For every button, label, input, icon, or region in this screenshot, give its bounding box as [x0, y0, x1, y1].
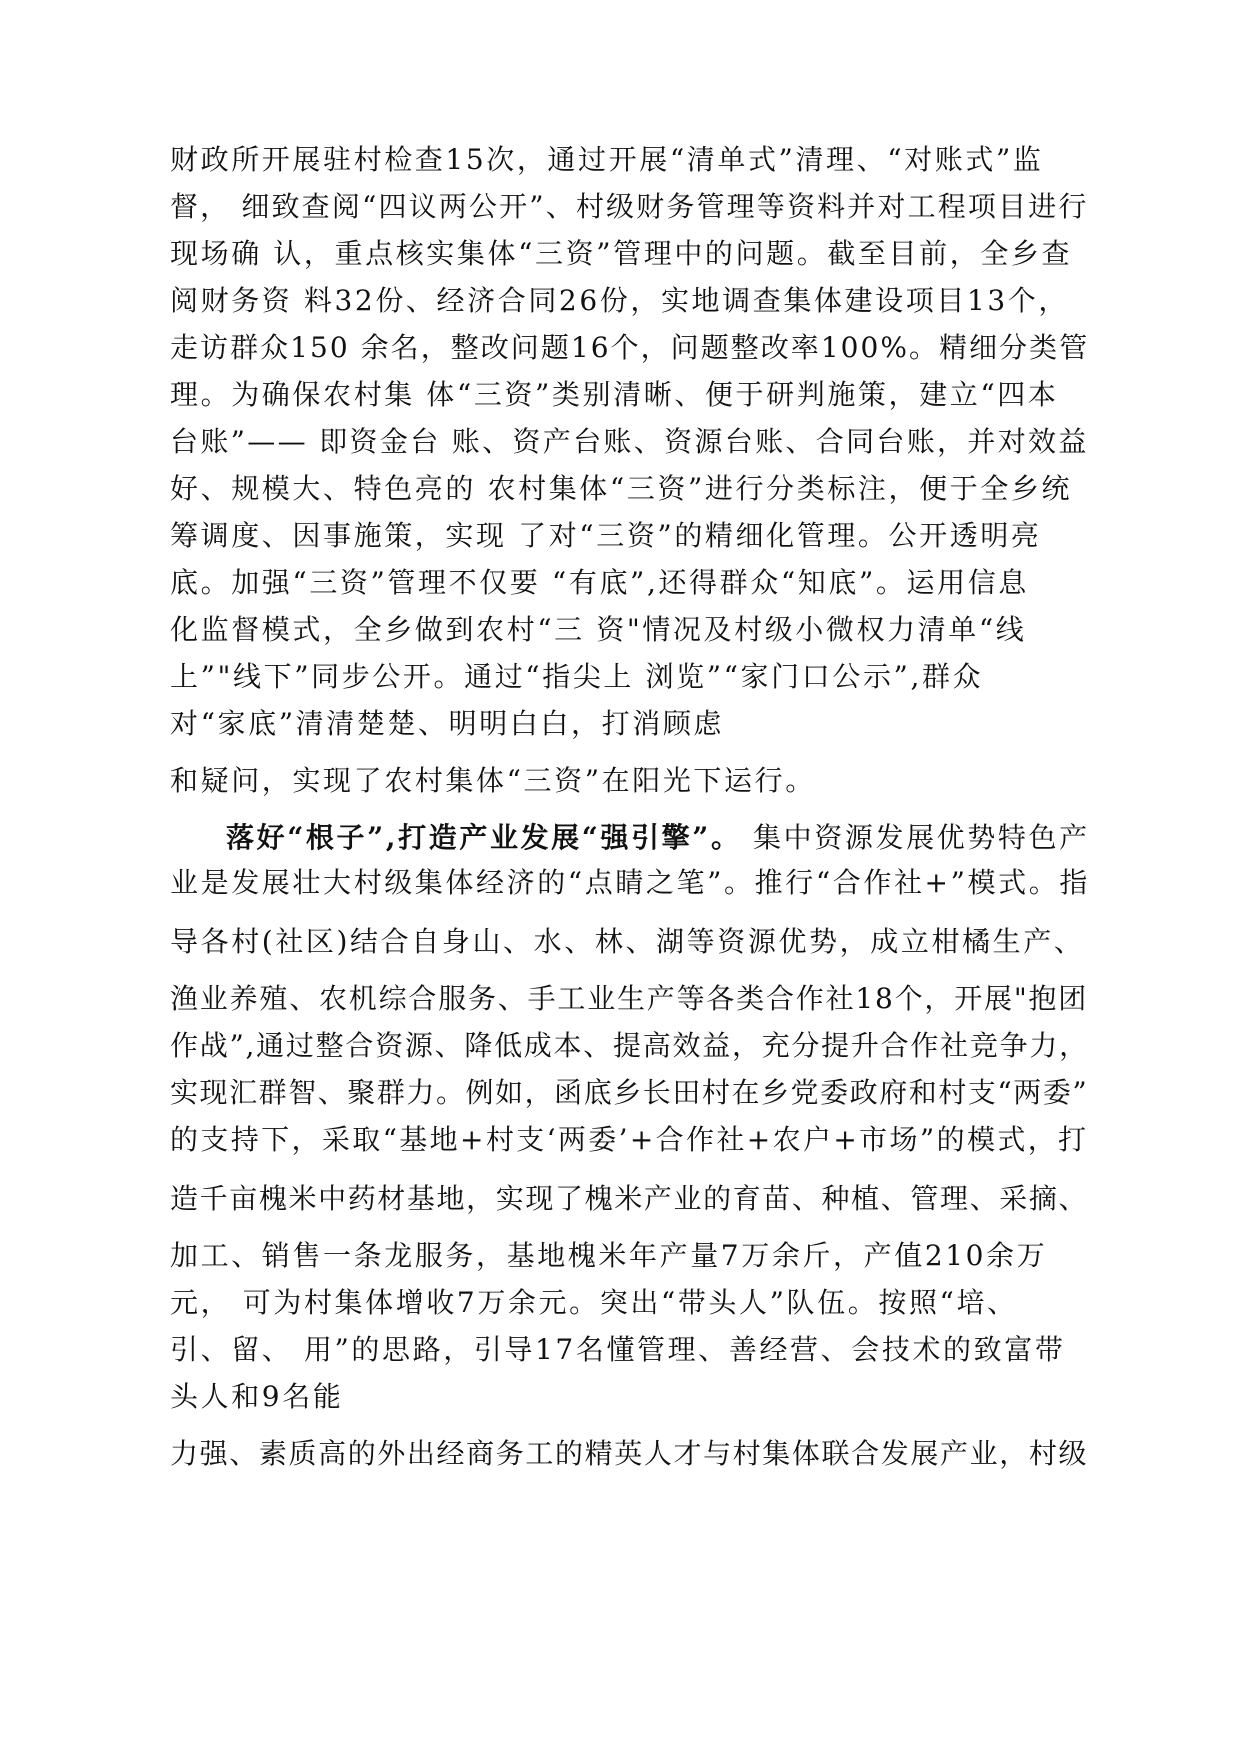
- text-line: 财政所开展驻村检查15次，通过开展“清单式”清理、“对账式”监: [170, 143, 1044, 176]
- text-line: 化监督模式，全乡做到农村“三 资"情况及村级小微权力清单“线: [170, 613, 1027, 646]
- text-line: 对“家底”清清楚楚、明明白白，打消顾虑: [170, 707, 725, 740]
- text-line: 阅财务资 料32份、经济合同26份，实地调查集体建设项目13个，: [170, 284, 1069, 317]
- text-line: 好、规模大、特色亮的 农村集体“三资”进行分类标注，便于全乡统: [170, 472, 1073, 505]
- text-line: 筹调度、因事施策，实现 了对“三资”的精细化管理。公开透明亮: [170, 519, 1042, 552]
- text-line: 底。加强“三资”管理不仅要 “有底”,还得群众“知底”。运用信息: [170, 566, 1029, 599]
- text-line: 台账”—— 即资金台 账、资产台账、资源台账、合同台账，并对效益: [170, 425, 1089, 458]
- text-line: 造千亩槐米中药材基地，实现了槐米产业的育苗、种植、管理、采摘、: [170, 1182, 1089, 1215]
- text-line: 作战”,通过整合资源、降低成本、提高效益，充分提升合作社竞争力，: [170, 1029, 1089, 1062]
- text-line: 力强、素质高的外出经商务工的精英人才与村集体联合发展产业，村级: [170, 1437, 1089, 1470]
- text-line: 头人和9名能: [170, 1380, 344, 1413]
- text-line: 导各村(社区)结合自身山、水、林、湖等资源优势，成立柑橘生产、: [170, 925, 1085, 958]
- text-line: 加工、销售一条龙服务，基地槐米年产量7万余斤，产值210余万: [170, 1239, 1048, 1272]
- text-span: 集中资源发展优势特色产: [741, 821, 1090, 854]
- text-line: 走访群众150 余名，整改问题16个，问题整改率100%。精细分类管: [170, 331, 1090, 364]
- text-line: 的支持下，采取“基地+村支‘两委’+合作社+农户+市场”的模式，打: [170, 1123, 1089, 1156]
- text-line: 渔业养殖、农机综合服务、手工业生产等各类合作社18个，开展"抱团: [170, 982, 1089, 1015]
- section-heading: 落好“根子”,打造产业发展“强引擎”。: [226, 821, 742, 854]
- paragraph-first-line: [226, 818, 1090, 858]
- text-line: 和疑问，实现了农村集体“三资”在阳光下运行。: [170, 764, 816, 797]
- text-line: 理。为确保农村集 体“三资”类别清晰、便于研判施策，建立“四本: [170, 378, 1059, 411]
- text-line: 业是发展壮大村级集体经济的“点睛之笔”。推行“合作社+”模式。指: [170, 866, 1090, 899]
- text-line: 实现汇群智、聚群力。例如，函底乡长田村在乡党委政府和村支“两委”: [170, 1076, 1089, 1109]
- text-line: 督， 细致查阅“四议两公开”、村级财务管理等资料并对工程项目进行: [170, 190, 1089, 223]
- text-line: 现场确 认，重点核实集体“三资”管理中的问题。截至目前，全乡查: [170, 237, 1073, 270]
- text-line: 元， 可为村集体增收7万余元。突出“带头人”队伍。按照“培、: [170, 1286, 1018, 1319]
- text-line: 引、留、 用”的思路，引导17名懂管理、善经营、会技术的致富带: [170, 1333, 1066, 1366]
- text-line: 上”"线下”同步公开。通过“指尖上 浏览”“家门口公示”,群众: [170, 660, 984, 693]
